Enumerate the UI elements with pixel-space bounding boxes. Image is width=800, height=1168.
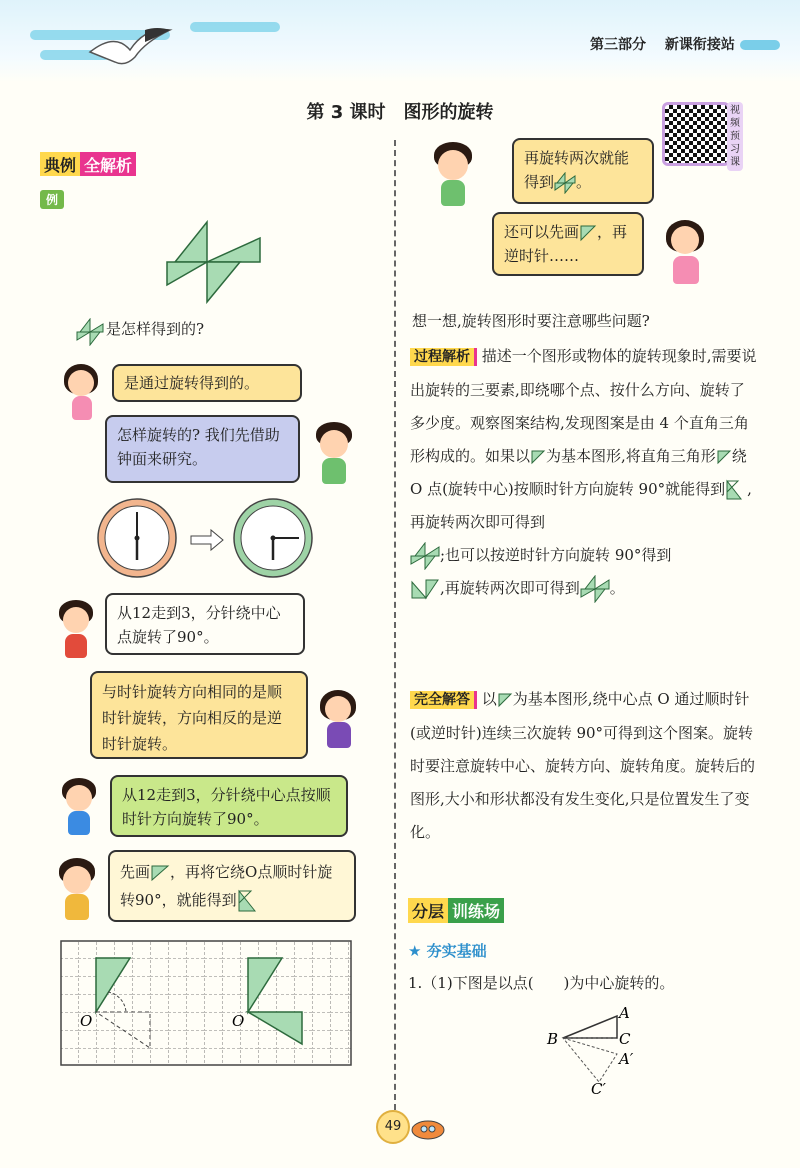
label-a-prime: A′: [619, 1050, 634, 1068]
boy-avatar: [55, 600, 97, 660]
process-text-d: ,再旋转两次即可得到: [410, 480, 752, 531]
answer-tag: 完全解答: [410, 691, 477, 709]
column-divider: [394, 140, 396, 1110]
process-text-f: ,再旋转两次即可得到: [440, 579, 580, 597]
ccw-triangle-icon: [410, 578, 440, 600]
r1-text: 再旋转两次就能得到: [524, 149, 630, 191]
decor-stripe: [740, 40, 780, 50]
bubble6-text-a: 先画: [120, 863, 151, 881]
speech-bubble-r1: [512, 138, 654, 204]
qr-code-icon[interactable]: [662, 102, 730, 166]
r1-text-end: 。: [576, 173, 592, 191]
r2-text-a: 还可以先画: [504, 223, 580, 241]
triangle-icon: [579, 224, 597, 242]
example-tag: [40, 152, 136, 176]
process-text: 描述一个图形或物体的旋转现象时,需要说出旋转的三要素,即绕哪个点、按什么方向、旋转了多少度。观察图案结构,发现图案是由 4 个直角三角形构成的。如果以: [410, 347, 757, 465]
speech-bubble-2: 怎样旋转的? 我们先借助钟面来研究。: [105, 415, 300, 483]
speech-bubble-5: 从12走到3，分针绕中心点按顺时针方向旋转了90°。: [110, 775, 348, 837]
example-number-tag: 例: [40, 190, 64, 209]
practice-tag: [408, 898, 504, 923]
boy-avatar: [430, 142, 476, 206]
speech-bubble-4: 与时针旋转方向相同的是顺时针旋转，方向相反的是逆时针旋转。: [90, 671, 308, 759]
grid-label-o1: O: [80, 1012, 93, 1030]
question-1: 1.（1)下图是以点( )为中心旋转的。: [408, 974, 675, 992]
qr-label: 视频预习课: [727, 102, 743, 171]
clock-face-1: [98, 499, 176, 577]
rotation-grid: [60, 940, 352, 1066]
header-label: [590, 34, 749, 54]
small-pinwheel-icon: [554, 172, 576, 194]
triangle-rotation-figure: [545, 1002, 655, 1098]
boy-avatar: [55, 858, 99, 922]
process-text-e: ;也可以按逆时针方向旋转 90°得到: [440, 546, 672, 564]
speech-bubble-r2: [492, 212, 644, 276]
practice-tag-a: 分层: [408, 898, 448, 923]
basic-heading: ★ 夯实基础: [408, 942, 487, 960]
header-part: 第三部分: [590, 37, 646, 53]
example-tag-b: 全解析: [80, 152, 136, 176]
clock-face-2: [234, 499, 312, 577]
answer-text-a: 以: [481, 690, 497, 708]
grid-label-o2: O: [232, 1012, 245, 1030]
triangle-icon: [530, 449, 546, 465]
bubble6-text-b: ，再将它绕O点顺时针旋转90°，就能得到: [120, 863, 333, 909]
example-tag-a: 典例: [40, 152, 80, 176]
process-analysis: [410, 340, 758, 605]
process-text-b: 为基本图形,将直角三角形: [546, 447, 716, 465]
rotated-triangle-icon: [237, 889, 259, 913]
header-section: 新课衔接站: [664, 37, 735, 53]
answer-text-b: 为基本图形,绕中心点 O 通过顺时针(或逆时针)连续三次旋转 90°可得到这个图案。旋转时要注意旋转中心、旋转方向、旋转角度。旋转后的图形,大小和形状都没有发生变化,只是位置发生了变化。: [410, 690, 756, 841]
girl-avatar: [664, 220, 708, 286]
boy-avatar: [312, 422, 356, 484]
pinwheel-figure: [165, 220, 265, 305]
three-triangle-icon: [410, 542, 440, 570]
process-text-c: 绕 O 点(旋转中心)按顺时针方向旋转 90°就能得到: [410, 447, 747, 498]
submarine-icon: [410, 1112, 446, 1142]
label-c: C: [619, 1030, 631, 1048]
triangle-icon: [497, 692, 513, 708]
lesson-title: 第 3 课时 图形的旋转: [306, 102, 494, 123]
small-pinwheel-icon: [76, 318, 104, 346]
triangle-icon: [150, 864, 170, 882]
label-a: A: [619, 1004, 630, 1022]
r2-text-b: ，再逆时针……: [504, 223, 628, 265]
header-banner: [0, 0, 800, 82]
practice-tag-b: 训练场: [448, 898, 504, 923]
speech-bubble-3: 从12走到3，分针绕中心点旋转了90°。: [105, 593, 305, 655]
process-text-g: 。: [609, 579, 625, 597]
triangle-icon: [716, 449, 732, 465]
girl-avatar: [62, 364, 102, 422]
rotated-triangle-icon: [725, 479, 747, 501]
complete-answer: [410, 683, 758, 849]
decor-stripe: [190, 22, 280, 32]
speech-bubble-1: 是通过旋转得到的。: [112, 364, 302, 402]
seagull-icon: [85, 22, 175, 82]
speech-bubble-6: [108, 850, 356, 922]
process-tag: 过程解析: [410, 348, 477, 366]
question-text: 是怎样得到的?: [106, 320, 205, 338]
clock-comparison: [95, 498, 355, 580]
boy-avatar: [58, 778, 100, 836]
label-b: B: [547, 1030, 559, 1048]
page-number: 49: [376, 1110, 410, 1144]
girl-avatar: [318, 690, 360, 750]
small-pinwheel-icon: [580, 575, 610, 603]
label-c-prime: C′: [591, 1080, 606, 1098]
think-prompt: 想一想,旋转图形时要注意哪些问题?: [412, 312, 650, 330]
